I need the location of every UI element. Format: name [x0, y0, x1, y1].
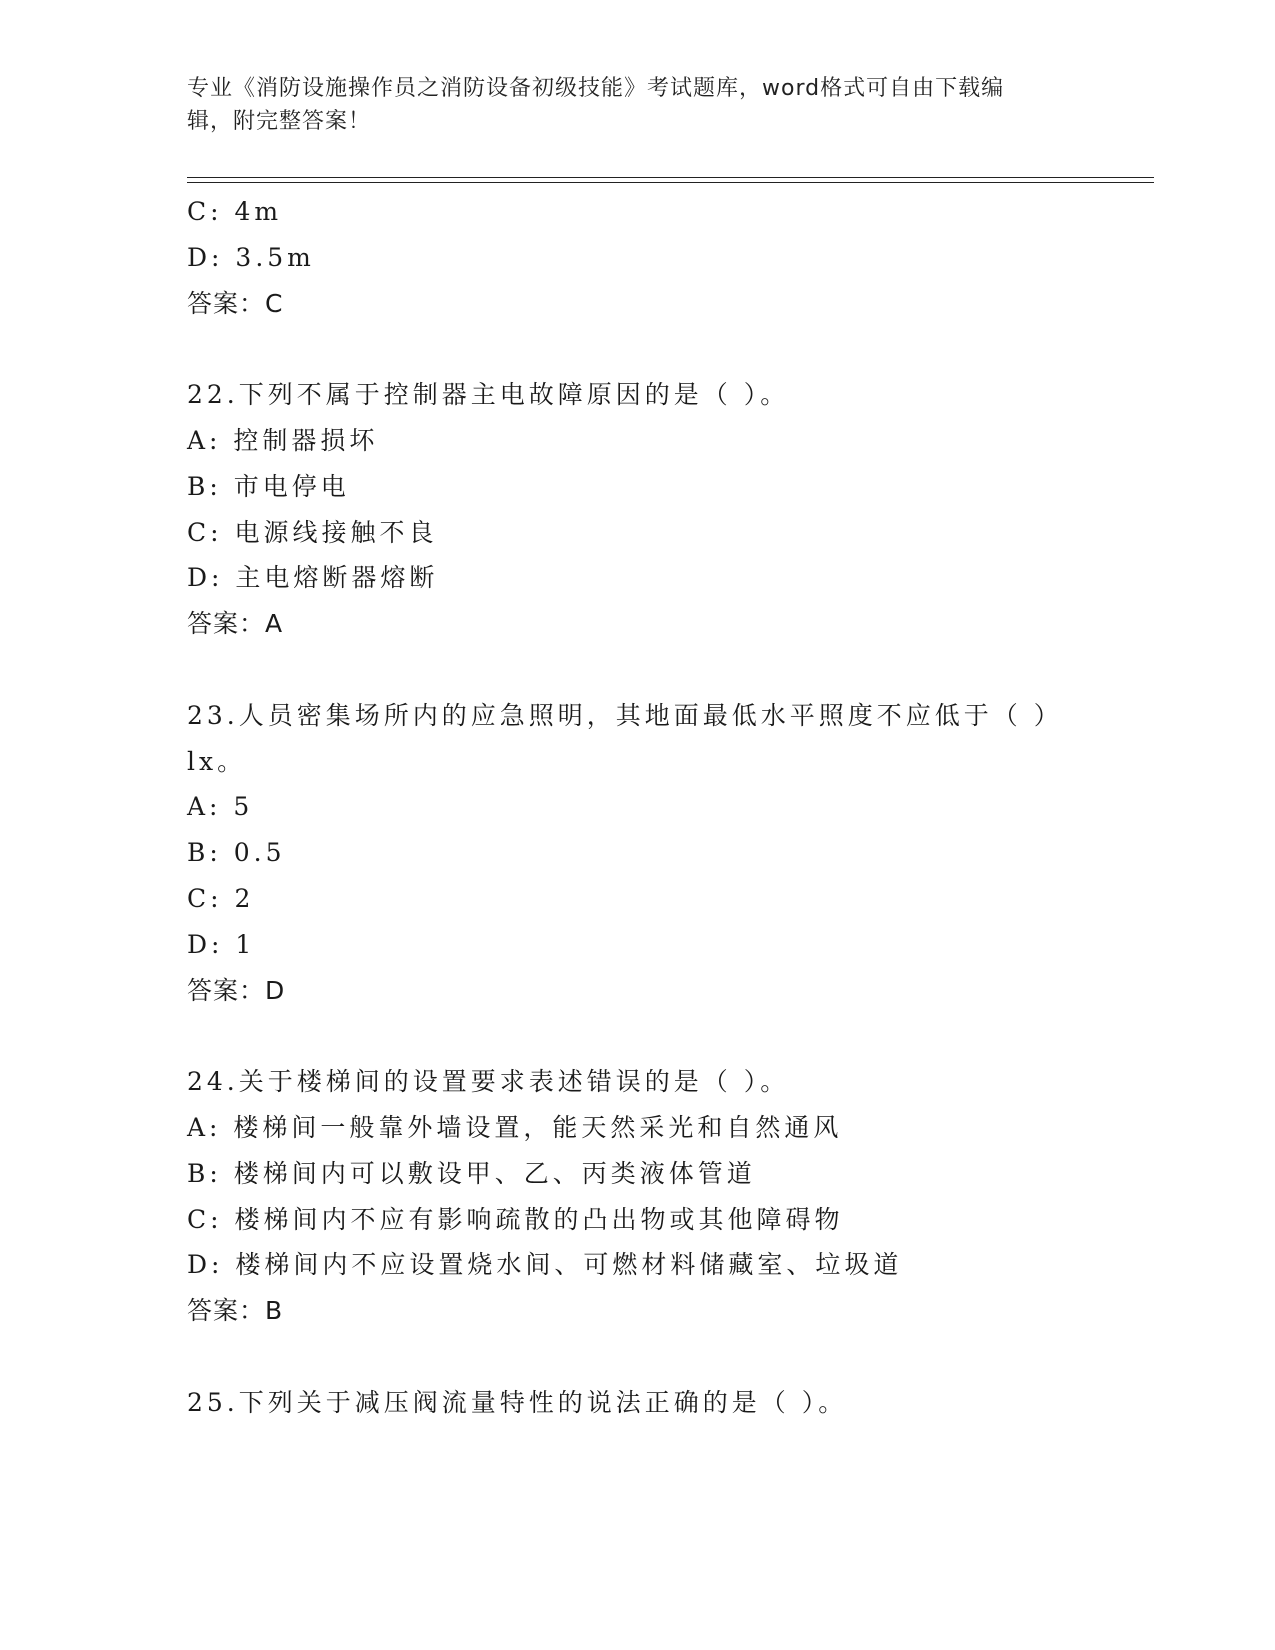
question-stem: 24.关于楼梯间的设置要求表述错误的是（ ）。 [187, 1067, 790, 1097]
spacer [187, 326, 1147, 372]
question-22 [187, 372, 1147, 647]
document-header [187, 72, 1067, 138]
question-21-tail [187, 189, 1147, 326]
question-24 [187, 1059, 1147, 1334]
option-c: C: 4m [187, 197, 283, 226]
header-title-line-2: 辑，附完整答案！ [187, 109, 372, 134]
header-divider-top [187, 177, 1154, 178]
option-d: D: 3.5m [187, 242, 315, 272]
option-a: A: 楼梯间一般靠外墙设置，能天然采光和自然通风 [187, 1112, 843, 1142]
header-title-line-1: 专业《消防设施操作员之消防设备初级技能》考试题库，word格式可自由下载编 [187, 76, 1005, 101]
header-divider-bottom [187, 182, 1154, 183]
option-d: D: 楼梯间内不应设置烧水间、可燃材料储藏室、垃圾道 [187, 1250, 903, 1280]
answer-line: 答案：C [187, 288, 284, 318]
option-c: C: 2 [187, 883, 255, 913]
question-stem-continuation: lx。 [187, 746, 247, 776]
option-a: A: 控制器损坏 [187, 425, 379, 455]
option-c: C: 楼梯间内不应有影响疏散的凸出物或其他障碍物 [187, 1204, 844, 1234]
question-stem: 25.下列关于减压阀流量特性的说法正确的是（ ）。 [187, 1387, 848, 1417]
option-d: D: 主电熔断器熔断 [187, 563, 439, 593]
option-c: C: 电源线接触不良 [187, 517, 438, 547]
option-b: B: 0.5 [187, 838, 286, 868]
option-b: B: 楼梯间内可以敷设甲、乙、丙类液体管道 [187, 1158, 756, 1188]
spacer [187, 1013, 1147, 1059]
answer-line: 答案：A [187, 609, 284, 639]
answer-line: 答案：D [187, 975, 286, 1005]
spacer [187, 647, 1147, 693]
option-b: B: 市电停电 [187, 471, 350, 501]
question-stem: 23.人员密集场所内的应急照明，其地面最低水平照度不应低于（ ） [187, 700, 1063, 730]
answer-line: 答案：B [187, 1296, 284, 1326]
question-stem: 22.下列不属于控制器主电故障原因的是（ ）。 [187, 380, 790, 410]
spacer [187, 1334, 1147, 1380]
question-25 [187, 1380, 1147, 1426]
document-body [187, 189, 1147, 1426]
option-a: A: 5 [187, 792, 254, 822]
question-23 [187, 693, 1147, 1014]
option-d: D: 1 [187, 929, 256, 959]
